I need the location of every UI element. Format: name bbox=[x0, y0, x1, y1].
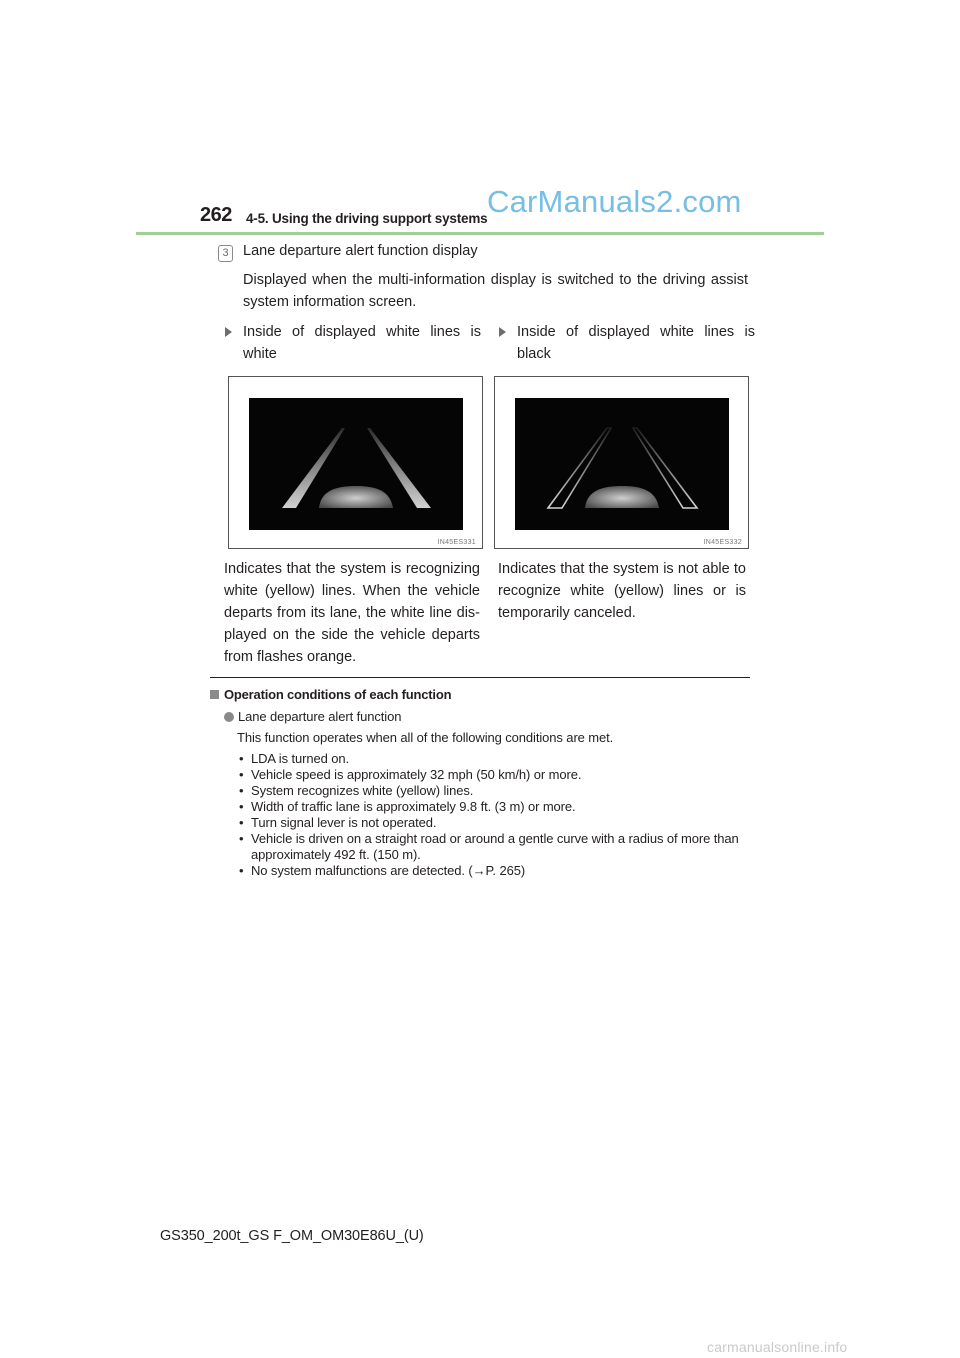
footer-document-code: GS350_200t_GS F_OM_OM30E86U_(U) bbox=[160, 1228, 424, 1244]
figure-lines-black bbox=[494, 376, 749, 549]
figure-code: IN45ES331 bbox=[437, 539, 476, 546]
vehicle-icon bbox=[585, 486, 659, 508]
figure-code: IN45ES332 bbox=[703, 539, 742, 546]
column-heading-text: Inside of displayed white lines is white bbox=[243, 324, 481, 362]
column-heading-black bbox=[517, 321, 755, 365]
triangle-bullet-icon bbox=[499, 327, 506, 337]
step-number-badge: 3 bbox=[218, 245, 233, 262]
triangle-bullet-icon bbox=[225, 327, 232, 337]
list-item: • No system malfunctions are detected. (→P. 265) bbox=[237, 863, 749, 879]
conditions-intro: This function operates when all of the following conditions are met. bbox=[237, 730, 614, 745]
vehicle-icon bbox=[319, 486, 393, 508]
column-heading-white bbox=[243, 321, 481, 365]
section-divider bbox=[210, 677, 750, 678]
section-title: 4-5. Using the driving support systems bbox=[246, 211, 488, 226]
conditions-heading bbox=[210, 687, 451, 702]
conditions-list bbox=[237, 751, 749, 879]
display-screen bbox=[515, 398, 729, 530]
list-item: • LDA is turned on. bbox=[237, 751, 749, 767]
figure-lines-white bbox=[228, 376, 483, 549]
page-number: 262 bbox=[200, 204, 232, 226]
watermark-bottom: carmanualsonline.info bbox=[707, 1339, 848, 1355]
lane-lines-black-illustration bbox=[515, 398, 729, 530]
lane-lines-white-illustration bbox=[249, 398, 463, 530]
list-item: • Vehicle is driven on a straight road or around a gentle curve with a radius of more than approximately 492 ft. (150 m). bbox=[237, 831, 749, 863]
column-heading-text: Inside of displayed white lines is black bbox=[517, 324, 755, 362]
list-item: • Vehicle speed is approximately 32 mph (50 km/h) or more. bbox=[237, 767, 749, 783]
display-screen bbox=[249, 398, 463, 530]
header-rule bbox=[136, 232, 824, 235]
list-item: • Turn signal lever is not operated. bbox=[237, 815, 749, 831]
column-body-white: Indicates that the system is recognizing white (yellow) lines. When the vehicle departs from its lane, the white line dis-played on the side the vehicle departs from flashes orange. bbox=[224, 561, 480, 665]
conditions-subheading bbox=[224, 709, 401, 724]
conditions-subheading-text: Lane departure alert function bbox=[238, 709, 402, 724]
step-title: Lane departure alert function display bbox=[243, 243, 478, 259]
list-item: • Width of traffic lane is approximately 9.8 ft. (3 m) or more. bbox=[237, 799, 749, 815]
list-item: • System recognizes white (yellow) lines. bbox=[237, 783, 749, 799]
square-bullet-icon bbox=[210, 690, 219, 699]
step-description: Displayed when the multi-information display is switched to the driving assist system information screen. bbox=[243, 272, 748, 310]
conditions-heading-text: Operation conditions of each function bbox=[224, 687, 452, 702]
column-body-black: Indicates that the system is not able to recognize white (yellow) lines or is temporarily canceled. bbox=[498, 561, 746, 621]
circle-bullet-icon bbox=[224, 712, 234, 722]
watermark-top: CarManuals2.com bbox=[487, 184, 742, 219]
